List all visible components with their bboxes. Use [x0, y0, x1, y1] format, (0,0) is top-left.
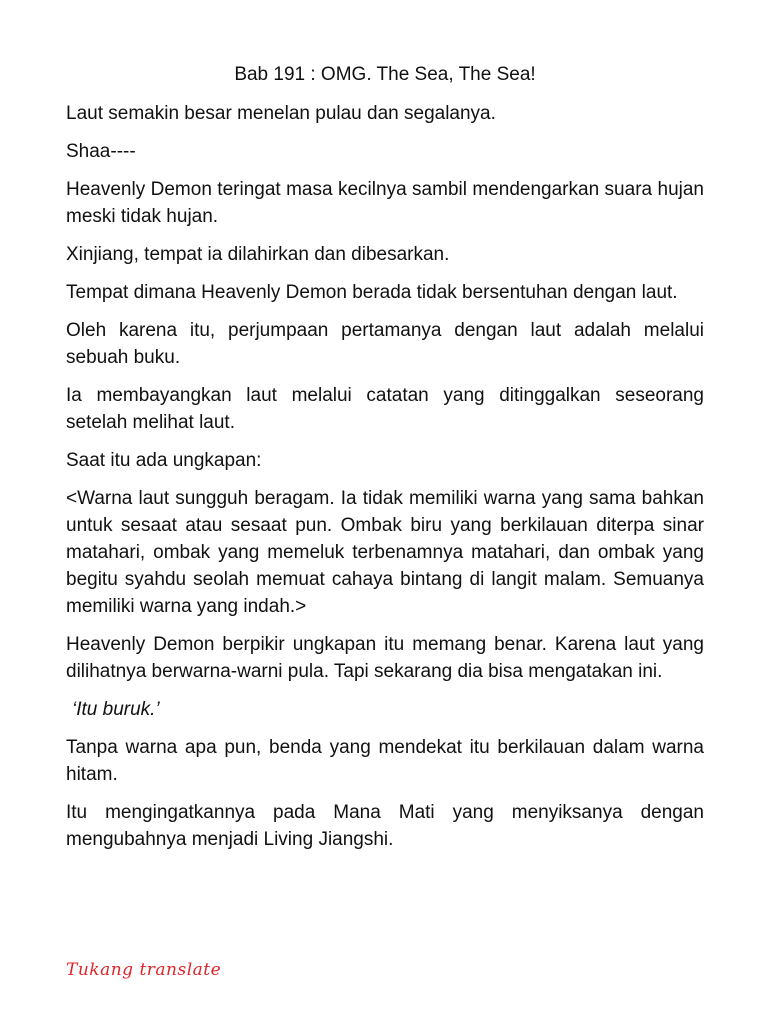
- watermark-signature: Tukang translate: [66, 960, 222, 980]
- paragraph-2: Shaa----: [66, 141, 136, 162]
- paragraph-12: Tanpa warna apa pun, benda yang mendekat itu berkilauan dalam warna hitam.: [66, 737, 704, 785]
- paragraph-3: Heavenly Demon teringat masa kecilnya sambil mendengarkan suara hujan meski tidak hujan.: [66, 179, 704, 227]
- paragraph-11-thought: ‘Itu buruk.’: [72, 699, 160, 720]
- document-page: [66, 62, 704, 864]
- paragraph-7: Ia membayangkan laut melalui catatan yang ditinggalkan seseorang setelah melihat laut.: [66, 385, 704, 433]
- paragraph-10: Heavenly Demon berpikir ungkapan itu memang benar. Karena laut yang dilihatnya berwarna-warni pula. Tapi sekarang dia bisa mengatakan ini.: [66, 634, 704, 682]
- paragraph-1: Laut semakin besar menelan pulau dan segalanya.: [66, 103, 496, 124]
- paragraph-13: Itu mengingatkannya pada Mana Mati yang menyiksanya dengan mengubahnya menjadi Living Jiangshi.: [66, 802, 704, 850]
- paragraph-5: Tempat dimana Heavenly Demon berada tidak bersentuhan dengan laut.: [66, 282, 678, 303]
- paragraph-4: Xinjiang, tempat ia dilahirkan dan dibesarkan.: [66, 244, 450, 265]
- paragraph-8: Saat itu ada ungkapan:: [66, 450, 262, 471]
- paragraph-9-quote: <Warna laut sungguh beragam. Ia tidak memiliki warna yang sama bahkan untuk sesaat atau sesaat pun. Ombak biru yang berkilauan diterpa sinar matahari, ombak yang memeluk terbenamnya matahari, dan ombak yang begitu syahdu seolah memuat cahaya bintang di langit malam. Semuanya memiliki warna yang indah.>: [66, 488, 704, 617]
- chapter-title: Bab 191 : OMG. The Sea, The Sea!: [234, 64, 536, 85]
- paragraph-6: Oleh karena itu, perjumpaan pertamanya dengan laut adalah melalui sebuah buku.: [66, 320, 704, 368]
